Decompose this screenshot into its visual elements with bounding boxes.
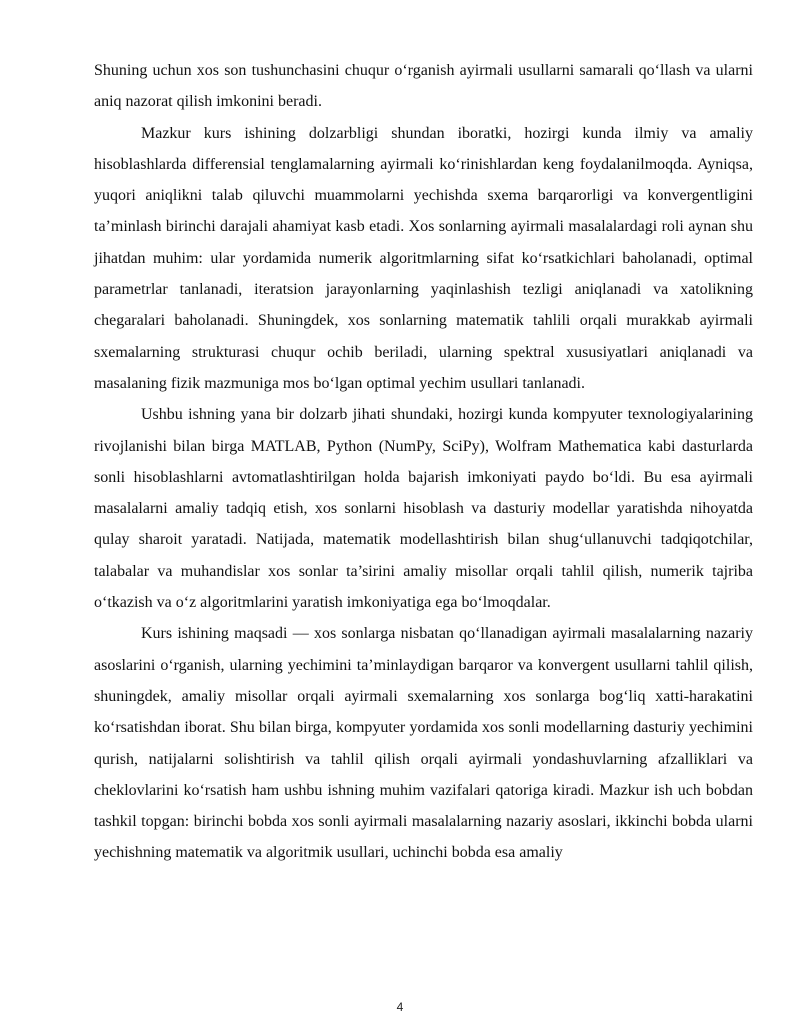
page-number: 4 xyxy=(396,1000,404,1014)
paragraph-goal: Kurs ishining maqsadi — xos sonlarga nisbatan qo‘llanadigan ayirmali masalalarning nazariy asoslarini o‘rganish, ularning yechimini ta’minlaydigan barqaror va konvergent usullarni tahlil qilish, shuningdek, amaliy misollar orqali ayirmali sxemalarning xos sonlarga bog‘liq xatti-harakatini ko‘rsatishdan iborat. Shu bilan birga, kompyuter yordamida xos sonli modellarning dasturiy yechimini qurish, natijalarni solishtirish va tahlil qilish orqali ayirmali yondashuvlarning afzalliklari va cheklovlarini ko‘rsatish ham ushbu ishning muhim vazifalari qatoriga kiradi. Mazkur ish uch bobdan tashkil topgan: birinchi bobda xos sonli ayirmali masalalarning nazariy asoslari, ikkinchi bobda ularni yechishning matematik va algoritmik usullari, uchinchi bobda esa amaliy xyxy=(94,625,753,862)
paragraph-continuation: Shuning uchun xos son tushunchasini chuqur o‘rganish ayirmali usullarni samarali qo‘llash va ularni aniq nazorat qilish imkonini beradi. xyxy=(94,62,753,111)
paragraph-relevance: Mazkur kurs ishining dolzarbligi shundan iboratki, hozirgi kunda ilmiy va amaliy hisoblashlarda differensial tenglamalarning ayirmali ko‘rinishlardan keng foydalanilmoqda. Ayniqsa, yuqori aniqlikni talab qiluvchi muammolarni yechishda sxema barqarorligi va konvergentligini ta’minlash birinchi darajali ahamiyat kasb etadi. Xos sonlarning ayirmali masalalardagi roli aynan shu jihatdan muhim: ular yordamida numerik algoritmlarning sifat ko‘rsatkichlari baholanadi, optimal parametrlar tanlanadi, iteratsion jarayonlarning yaqinlashish tezligi aniqlanadi va xatolikning chegaralari baholanadi. Shuningdek, xos sonlarning matematik tahlili orqali murakkab ayirmali sxemalarning strukturasi chuqur ochib beriladi, ularning spektral xususiyatlari aniqlanadi va masalaning fizik mazmuniga mos bo‘lgan optimal yechim usullari tanlanadi. xyxy=(94,124,753,392)
paragraph-software: Ushbu ishning yana bir dolzarb jihati shundaki, hozirgi kunda kompyuter texnologiyalarining rivojlanishi bilan birga MATLAB, Python (NumPy, SciPy), Wolfram Mathematica kabi dasturlarda sonli hisoblashlarni avtomatlashtirilgan holda bajarish imkoniyati paydo bo‘ldi. Bu esa ayirmali masalalarni amaliy tadqiq etish, xos sonlarni hisoblash va dasturiy modellar yaratishda nihoyatda qulay sharoit yaratadi. Natijada, matematik modellashtirish bilan shug‘ullanuvchi tadqiqotchilar, talabalar va muhandislar xos sonlar ta’sirini amaliy misollar orqali tahlil qilish, numerik tajriba o‘tkazish va o‘z algoritmlarini yaratish imkoniyatiga ega bo‘lmoqdalar. xyxy=(94,406,753,612)
document-page xyxy=(94,55,753,869)
